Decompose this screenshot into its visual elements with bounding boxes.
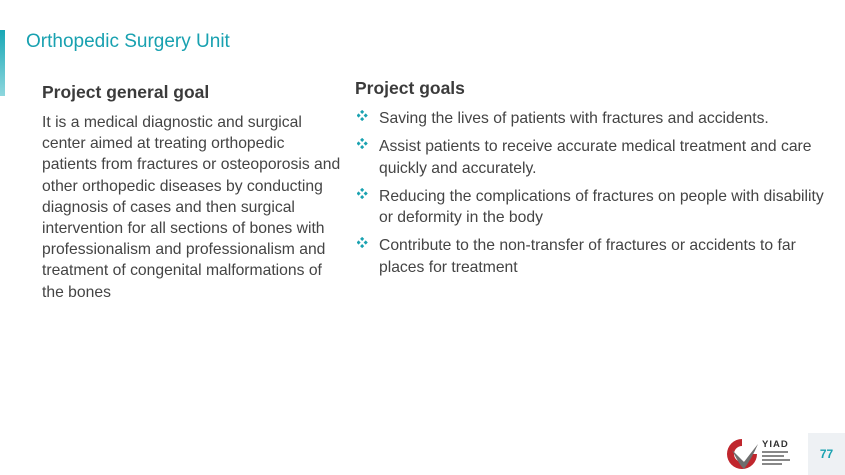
four-diamond-bullet-icon <box>357 110 368 121</box>
page-number: 77 <box>819 447 834 461</box>
project-goals-section <box>355 78 825 285</box>
general-goal-section <box>42 82 342 303</box>
logo-name: YIAD <box>762 439 789 450</box>
slide-title: Orthopedic Surgery Unit <box>26 31 230 52</box>
project-goals-heading: Project goals <box>355 78 465 98</box>
yiad-logo-mark-icon <box>724 436 760 472</box>
page-number-box <box>808 433 845 475</box>
goals-list <box>355 108 825 278</box>
goal-text: Contribute to the non-transfer of fractures or accidents to far places for treatment <box>379 237 796 276</box>
goal-item <box>355 186 825 229</box>
goal-item <box>355 136 825 179</box>
goal-item <box>355 235 825 278</box>
general-goal-text: It is a medical diagnostic and surgical center aimed at treating orthopedic patients from fractures or osteoporosis and other orthopedic diseases by conducting diagnosis of cases and then surgical intervention for all sections of bones with professionalism and professionalism and treatment of congenital malformations of the bones <box>42 114 341 301</box>
title-accent-bar <box>0 30 5 96</box>
four-diamond-bullet-icon <box>357 188 368 199</box>
general-goal-heading: Project general goal <box>42 82 210 102</box>
goal-text: Assist patients to receive accurate medical treatment and care quickly and accurately. <box>379 138 812 177</box>
logo-tagline-lines <box>762 451 790 467</box>
goal-text: Reducing the complications of fractures on people with disability or deformity in the body <box>379 187 824 227</box>
goal-item <box>355 108 825 129</box>
four-diamond-bullet-icon <box>357 237 368 248</box>
goal-text: Saving the lives of patients with fractures and accidents. <box>379 110 769 127</box>
four-diamond-bullet-icon <box>357 138 368 149</box>
yiad-logo <box>724 436 796 472</box>
